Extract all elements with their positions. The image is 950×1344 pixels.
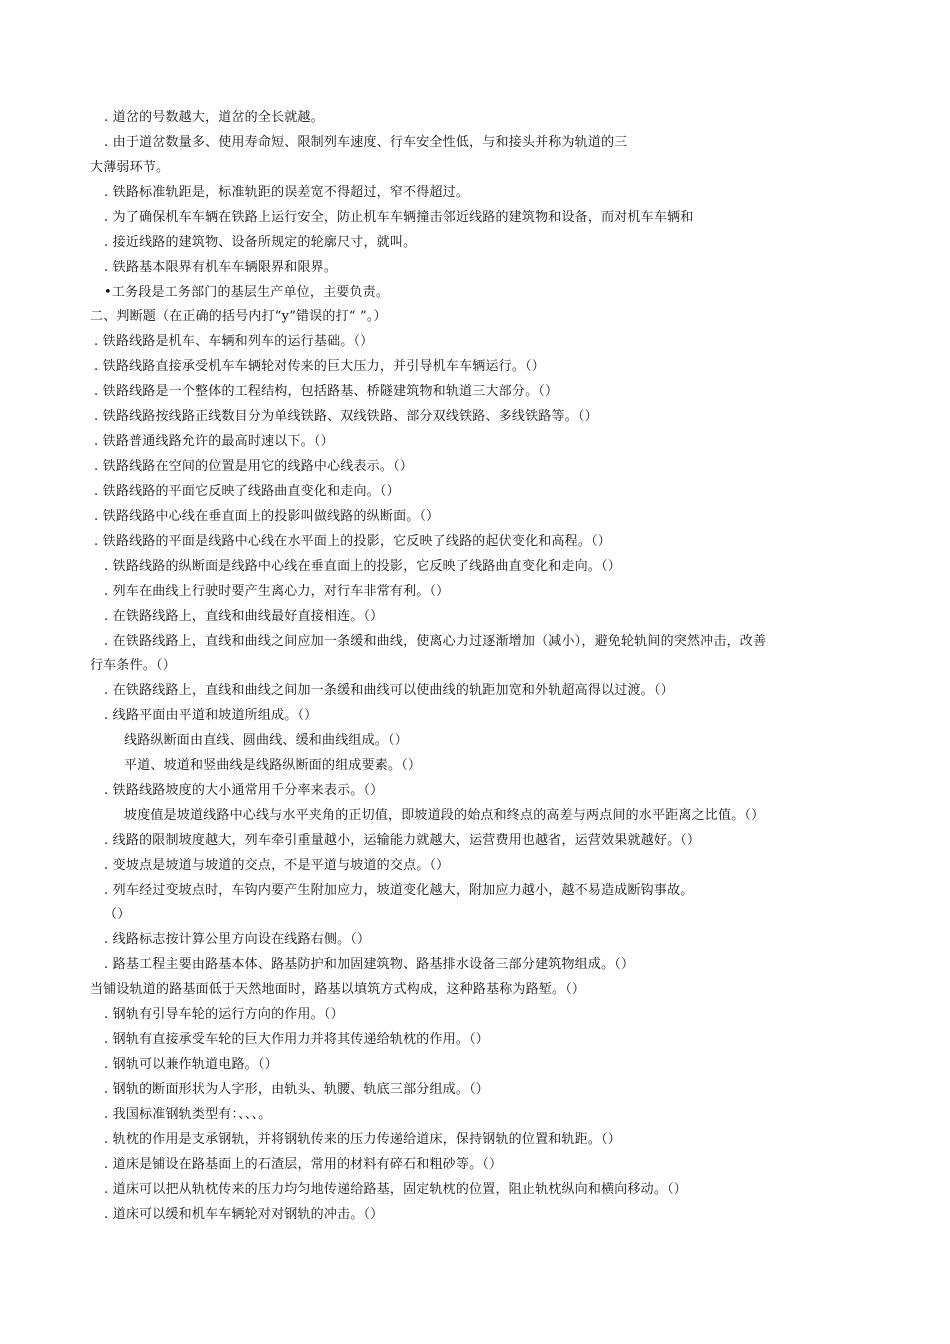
- text-line: 行车条件。（）: [90, 658, 176, 673]
- text-line: . 线路平面由平道和坡道所组成。（）: [104, 708, 318, 723]
- text-line: . 在铁路线路上，直线和曲线之间加一条缓和曲线可以使曲线的轨距加宽和外轨超高得以过渡。（）: [104, 683, 674, 698]
- text-line: . 铁路线路直接承受机车车辆轮对传来的巨大压力，并引导机车车辆运行。（）: [94, 359, 545, 374]
- text-line: . 接近线路的建筑物、设备所规定的轮廓尺寸，就叫。: [104, 235, 417, 250]
- text-line: . 铁路线路是机车、车辆和列车的运行基础。（）: [94, 334, 374, 349]
- text-line: . 铁路标准轨距是，标准轨距的误差宽不得超过，窄不得超过。: [104, 185, 470, 200]
- text-line: . 由于道岔数量多、使用寿命短、限制列车速度、行车安全性低，与和接头并称为轨道的三: [104, 135, 628, 150]
- text-line: . 线路的限制坡度越大，列车牵引重量越小，运输能力就越大，运营费用也越省，运营效果就越好。（）: [104, 833, 701, 848]
- text-line: 大薄弱环节。: [90, 160, 170, 175]
- text-line: . 在铁路线路上，直线和曲线之间应加一条缓和曲线，使离心力过逐渐增加（减小），避免轮轨间的突然冲击，改善: [104, 634, 767, 649]
- text-line: . 铁路线路按线路正线数目分为单线铁路、双线铁路、部分双线铁路、多线铁路等。（）: [94, 409, 598, 424]
- text-line: . 线路标志按计算公里方向设在线路右侧。（）: [104, 932, 371, 947]
- text-line: . 铁路线路的平面是线路中心线在水平面上的投影，它反映了线路的起伏变化和高程。（）: [94, 534, 611, 549]
- text-line: . 路基工程主要由路基本体、路基防护和加固建筑物、路基排水设备三部分建筑物组成。（）: [104, 957, 635, 972]
- text-line: . 列车在曲线上行驶时要产生离心力，对行车非常有利。（）: [104, 584, 450, 599]
- text-line: （）: [104, 907, 131, 922]
- text-line: . 我国标准钢轨类型有：、、、。: [104, 1107, 272, 1122]
- text-line: . 钢轨有直接承受车轮的巨大作用力并将其传递给轨枕的作用。（）: [104, 1032, 489, 1047]
- text-line: . 铁路普通线路允许的最高时速以下。（）: [94, 434, 334, 449]
- text-line: . 在铁路线路上，直线和曲线最好直接相连。（）: [104, 609, 384, 624]
- text-line: . 铁路线路坡度的大小通常用千分率来表示。（）: [104, 783, 384, 798]
- text-line: . 铁路基本限界有机车车辆限界和限界。: [104, 260, 338, 275]
- text-line: . 铁路线路在空间的位置是用它的线路中心线表示。（）: [94, 459, 413, 474]
- text-line: . 钢轨有引导车轮的运行方向的作用。（）: [104, 1007, 344, 1022]
- text-line: 平道、坡道和竖曲线是线路纵断面的组成要素。（）: [124, 758, 422, 773]
- text-line: . 轨枕的作用是支承钢轨，并将钢轨传来的压力传递给道床，保持钢轨的位置和轨距。（）: [104, 1132, 621, 1147]
- section-heading: 二、判断题（在正确的括号内打“y”错误的打“ ”。）: [90, 309, 387, 324]
- text-line: 坡度值是坡道线路中心线与水平夹角的正切值，即坡道段的始点和终点的高差与两点间的水平距离之比值。（）: [124, 808, 765, 823]
- text-line: . 道床可以把从轨枕传来的压力均匀地传递给路基，固定轨枕的位置，阻止轨枕纵向和横向移动。（）: [104, 1182, 687, 1197]
- text-line: . 道岔的号数越大，道岔的全长就越。: [104, 110, 324, 125]
- text-line: . 钢轨的断面形状为人字形，由轨头、轨腰、轨底三部分组成。（）: [104, 1082, 489, 1097]
- text-line: . 列车经过变坡点时，车钩内要产生附加应力，坡道变化越大，附加应力越小，越不易造成断钩事故。: [104, 883, 694, 898]
- text-line: 当铺设轨道的路基面低于天然地面时，路基以填筑方式构成，这种路基称为路堑。（）: [90, 982, 586, 997]
- text-line: . 道床可以缓和机车车辆轮对对钢轨的冲击。（）: [104, 1207, 384, 1222]
- text-line: . 铁路线路的平面它反映了线路曲直变化和走向。（）: [94, 484, 400, 499]
- text-line: . 铁路线路的纵断面是线路中心线在垂直面上的投影，它反映了线路曲直变化和走向。（）: [104, 559, 621, 574]
- text-line: . 铁路线路是一个整体的工程结构，包括路基、桥隧建筑物和轨道三大部分。（）: [94, 384, 559, 399]
- text-line: . 道床是铺设在路基面上的石渣层，常用的材料有碎石和粗砂等。（）: [104, 1157, 503, 1172]
- text-line: . 为了确保机车车辆在铁路上运行安全，防止机车车辆撞击邻近线路的建筑物和设备，而对机车车辆和: [104, 210, 694, 225]
- text-line: . 钢轨可以兼作轨道电路。（）: [104, 1057, 278, 1072]
- text-line: . 铁路线路中心线在垂直面上的投影叫做线路的纵断面。（）: [94, 509, 440, 524]
- text-line: . 变坡点是坡道与坡道的交点，不是平道与坡道的交点。（）: [104, 858, 450, 873]
- text-line: •工务段是工务部门的基层生产单位，主要负责。: [104, 285, 390, 300]
- text-line: 线路纵断面由直线、圆曲线、缓和曲线组成。（）: [124, 733, 408, 748]
